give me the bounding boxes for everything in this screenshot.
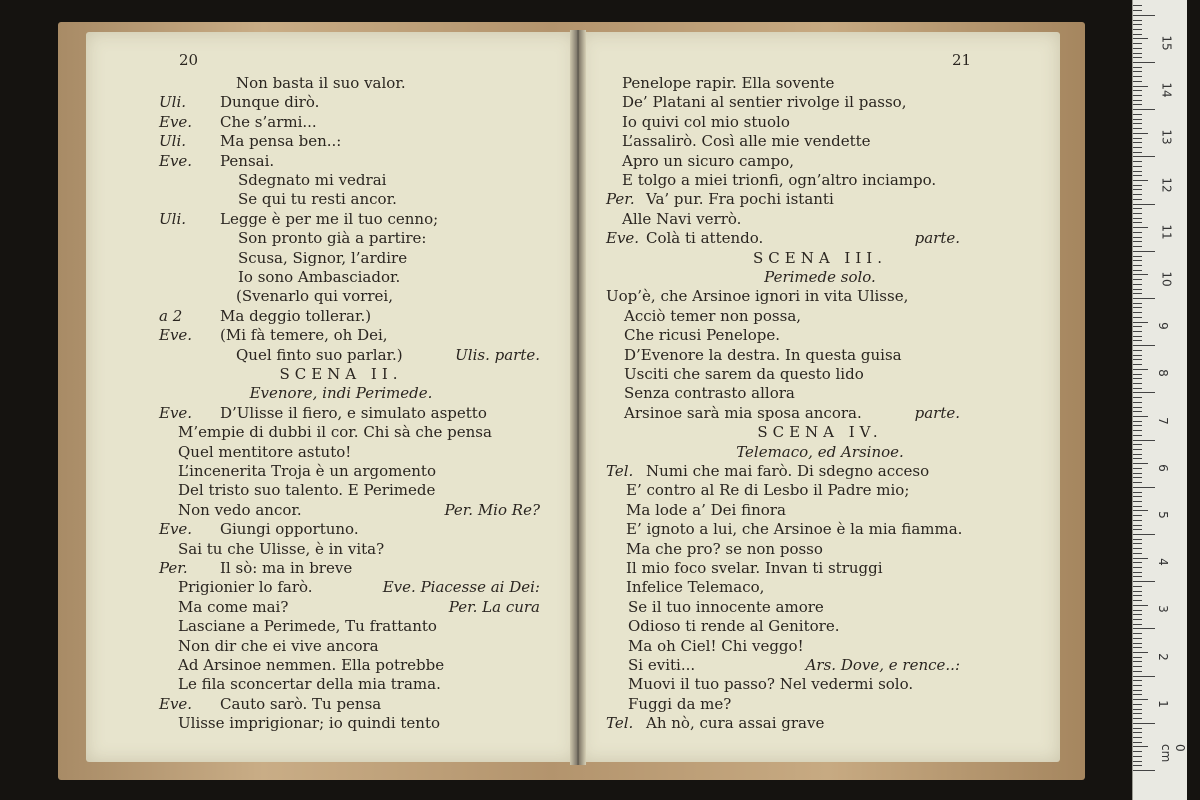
stage-cue: Ulis. parte.	[455, 345, 540, 364]
ruler-tick	[1133, 251, 1155, 252]
stage-cue: Per. La cura	[448, 597, 540, 616]
ruler-tick	[1133, 699, 1148, 700]
verse-line: Sai tu che Ulisse, è in vita?	[178, 539, 385, 558]
ruler-tick	[1133, 62, 1155, 63]
ruler-tick	[1133, 90, 1142, 91]
verse-line: Il sò: ma in breve	[220, 559, 353, 577]
ruler-label: 11	[1159, 224, 1174, 240]
verse-line: Si eviti...	[628, 656, 696, 674]
ruler-tick	[1133, 770, 1155, 771]
speaker-label: a 2	[159, 306, 183, 325]
ruler-label: 9	[1155, 322, 1170, 331]
verse-line: Scusa, Signor, l’ardire	[238, 248, 408, 267]
verse-line: Dunque dirò.	[220, 93, 320, 112]
ruler-tick	[1133, 633, 1142, 634]
verse-line: Quel finto suo parlar.)	[236, 345, 403, 364]
verse-line: M’empie di dubbi il cor. Chi sà che pensa	[178, 423, 492, 442]
ruler-tick	[1133, 543, 1142, 544]
ruler-tick	[1133, 67, 1142, 68]
ruler-tick	[1133, 425, 1142, 426]
ruler-tick	[1133, 723, 1155, 724]
ruler-tick	[1133, 189, 1142, 190]
ruler-tick	[1133, 29, 1142, 30]
ruler-tick	[1133, 624, 1142, 625]
ruler-label: 10	[1159, 271, 1174, 287]
ruler-tick	[1133, 48, 1142, 49]
verse-line: Che ricusi Penelope.	[624, 326, 780, 345]
ruler-tick	[1133, 34, 1142, 35]
ruler-tick	[1133, 506, 1142, 507]
ruler-label: 0 cm	[1159, 744, 1187, 763]
ruler-tick	[1133, 458, 1142, 459]
verse-line: Odioso ti rende al Genitore.	[628, 617, 840, 636]
ruler-tick	[1133, 525, 1142, 526]
ruler-tick	[1133, 562, 1142, 563]
speaker-label: Eve.	[159, 326, 193, 345]
ruler-tick	[1133, 392, 1155, 393]
ruler-tick	[1133, 279, 1142, 280]
speaker-label: Per.	[159, 559, 188, 577]
ruler-tick	[1133, 298, 1155, 299]
verse-line: E tolgo a miei trionfi, ogn’altro inciampo.	[622, 171, 937, 189]
ruler-tick	[1133, 515, 1142, 516]
ruler-tick	[1133, 336, 1142, 337]
page-number: 20	[179, 51, 199, 69]
ruler-tick	[1133, 86, 1148, 87]
ruler-tick	[1133, 152, 1142, 153]
speaker-label: Uli.	[159, 93, 187, 112]
verse-line: Ah nò, cura assai grave	[646, 714, 825, 733]
ruler-tick	[1133, 307, 1142, 308]
book-gutter	[570, 30, 586, 765]
ruler-tick	[1133, 581, 1155, 582]
ruler-tick	[1133, 218, 1142, 219]
ruler-label: 2	[1155, 652, 1170, 661]
verse-line: Muovi il tuo passo? Nel vedermi solo.	[628, 675, 914, 694]
ruler-tick	[1133, 694, 1142, 695]
verse-line: Ma deggio tollerar.)	[220, 306, 372, 325]
ruler-tick	[1133, 76, 1142, 77]
ruler-tick	[1133, 496, 1142, 497]
verse-line: Il mio foco svelar. Invan ti struggi	[626, 559, 883, 577]
ruler-tick	[1133, 289, 1142, 290]
verse-line: De’ Platani al sentier rivolge il passo,	[622, 93, 907, 112]
verse-line: (Svenarlo qui vorrei,	[236, 287, 393, 306]
ruler-tick	[1133, 610, 1142, 611]
ruler-tick	[1133, 374, 1142, 375]
ruler-label: 12	[1159, 176, 1174, 193]
ruler-tick	[1133, 614, 1142, 615]
ruler-label: 13	[1159, 129, 1174, 146]
ruler-tick	[1133, 227, 1148, 228]
ruler-tick	[1133, 119, 1142, 120]
ruler-tick	[1133, 175, 1142, 176]
verse-line: Ulisse imprigionar; io quindi tento	[178, 714, 441, 733]
ruler-tick	[1133, 548, 1142, 549]
ruler-tick	[1133, 477, 1142, 478]
ruler-tick	[1133, 501, 1142, 502]
ruler-tick	[1133, 95, 1142, 96]
ruler-tick	[1133, 104, 1142, 105]
right-page	[580, 32, 1060, 762]
ruler-tick	[1133, 142, 1142, 143]
speaker-label: Uli.	[159, 209, 187, 228]
stage-cue: Per. Mio Re?	[444, 500, 540, 519]
ruler-tick	[1133, 647, 1142, 648]
ruler-tick	[1133, 690, 1142, 691]
verse-line: D’Ulisse il fiero, e simulato aspetto	[220, 403, 487, 422]
ruler-tick	[1133, 15, 1155, 16]
ruler-tick	[1133, 402, 1142, 403]
ruler-tick	[1133, 657, 1142, 658]
ruler-tick	[1133, 260, 1142, 261]
speaker-label: Eve.	[159, 151, 193, 170]
speaker-label: Tel.	[606, 462, 634, 480]
stage-cue: parte.	[914, 229, 960, 248]
ruler-tick	[1133, 161, 1142, 162]
verse-line: D’Evenore la destra. In questa guisa	[624, 345, 902, 364]
verse-line: Fuggi da me?	[628, 694, 732, 713]
ruler-label: 5	[1155, 511, 1170, 519]
ruler-tick	[1133, 600, 1142, 601]
ruler-tick	[1133, 5, 1142, 6]
verse-line: Arsinoe sarà mia sposa ancora.	[624, 403, 862, 422]
ruler-label: 6	[1155, 463, 1170, 472]
ruler-tick	[1133, 761, 1142, 762]
ruler-tick	[1133, 81, 1142, 82]
ruler-tick	[1133, 355, 1142, 356]
ruler-tick	[1133, 510, 1148, 511]
ruler-tick	[1133, 638, 1142, 639]
verse-line: (Mi fà temere, oh Dei,	[220, 326, 388, 345]
verse-line: Non basta il suo valor.	[236, 74, 406, 92]
ruler-tick	[1133, 109, 1155, 110]
ruler-tick	[1133, 194, 1142, 195]
stage-cue: Eve. Piacesse ai Dei:	[382, 578, 540, 597]
speaker-label: Eve.	[606, 229, 640, 248]
page-number: 21	[952, 51, 972, 69]
ruler-tick	[1133, 539, 1142, 540]
ruler-label: 4	[1155, 558, 1170, 567]
verse-line: Del tristo suo talento. E Perimede	[178, 481, 436, 500]
ruler-tick	[1133, 350, 1142, 351]
ruler-tick	[1133, 473, 1142, 474]
ruler-tick	[1133, 595, 1142, 596]
ruler-tick	[1133, 737, 1142, 738]
ruler-tick	[1133, 100, 1142, 101]
ruler-tick	[1133, 534, 1155, 535]
ruler-tick	[1133, 180, 1148, 181]
scene-heading: SCENA II.	[279, 365, 403, 383]
ruler-tick	[1133, 388, 1142, 389]
verse-line: Ma oh Ciel! Chi veggo!	[628, 636, 804, 655]
ruler-tick	[1133, 138, 1142, 139]
ruler-tick	[1133, 237, 1142, 238]
ruler-tick	[1133, 185, 1142, 186]
verse-line: Io quivi col mio stuolo	[622, 112, 790, 131]
ruler-tick	[1133, 709, 1142, 710]
ruler-tick	[1133, 468, 1142, 469]
verse-line: Che s’armi...	[220, 112, 317, 131]
ruler-tick	[1133, 232, 1142, 233]
verse-line: Alle Navi verrò.	[622, 209, 742, 228]
verse-line: Colà ti attendo.	[646, 229, 764, 248]
ruler-tick	[1133, 369, 1148, 370]
verse-line: Ma che pro? se non posso	[626, 539, 823, 558]
ruler-tick	[1133, 765, 1142, 766]
ruler-label: 14	[1159, 82, 1174, 98]
verse-line: Usciti che sarem da questo lido	[624, 365, 864, 383]
ruler-tick	[1133, 322, 1148, 323]
ruler-tick	[1133, 751, 1142, 752]
verse-line: Se il tuo innocente amore	[628, 597, 824, 616]
ruler-tick	[1133, 652, 1148, 653]
verse-line: Ma pensa ben..:	[220, 132, 342, 151]
ruler-tick	[1133, 685, 1142, 686]
ruler-tick	[1133, 364, 1142, 365]
ruler-tick	[1133, 270, 1142, 271]
ruler-tick	[1133, 520, 1142, 521]
ruler-tick	[1133, 619, 1142, 620]
ruler-tick	[1133, 558, 1148, 559]
ruler-tick	[1133, 123, 1142, 124]
verse-line: Pensai.	[220, 151, 275, 170]
speaker-label: Tel.	[606, 714, 634, 733]
ruler-tick	[1133, 312, 1142, 313]
ruler-tick	[1133, 20, 1142, 21]
ruler-tick	[1133, 482, 1142, 483]
scene-subtitle: Perimede solo.	[764, 268, 876, 286]
scene-subtitle: Telemaco, ed Arsinoe.	[736, 442, 904, 461]
ruler-tick	[1133, 213, 1142, 214]
speaker-label: Per.	[606, 190, 635, 209]
ruler-tick	[1133, 43, 1142, 44]
verse-line: Ma come mai?	[178, 597, 289, 616]
ruler-tick	[1133, 199, 1142, 200]
ruler-tick	[1133, 576, 1142, 577]
ruler-tick	[1133, 572, 1142, 573]
ruler-tick	[1133, 114, 1142, 115]
ruler-tick	[1133, 411, 1142, 412]
ruler-tick	[1133, 284, 1142, 285]
verse-line: Acciò temer non possa,	[624, 306, 802, 325]
ruler-tick	[1133, 718, 1142, 719]
ruler-tick	[1133, 265, 1142, 266]
speaker-label: Eve.	[159, 694, 193, 713]
ruler-tick	[1133, 628, 1155, 629]
ruler-tick	[1133, 317, 1142, 318]
ruler-tick	[1133, 359, 1142, 360]
ruler-tick	[1133, 756, 1142, 757]
verse-line: Le fila sconcertar della mia trama.	[178, 675, 441, 694]
verse-line: E’ ignoto a lui, che Arsinoe è la mia fiamma.	[626, 520, 963, 539]
ruler-tick	[1133, 742, 1142, 743]
ruler-tick	[1133, 246, 1142, 247]
verse-line: Va’ pur. Fra pochi istanti	[646, 190, 834, 209]
ruler-tick	[1133, 171, 1142, 172]
ruler-tick	[1133, 416, 1148, 417]
ruler-tick	[1133, 567, 1142, 568]
verse-line: Giungi opportuno.	[220, 520, 359, 539]
ruler-tick	[1133, 680, 1142, 681]
ruler-tick	[1133, 421, 1142, 422]
speaker-label: Eve.	[159, 403, 193, 422]
ruler-tick	[1133, 38, 1148, 39]
verse-line: Non vedo ancor.	[178, 500, 302, 519]
ruler-tick	[1133, 643, 1142, 644]
scene-subtitle: Evenore, indi Perimede.	[249, 384, 433, 403]
ruler-tick	[1133, 586, 1142, 587]
ruler-tick	[1133, 293, 1142, 294]
verse-line: Son pronto già a partire:	[238, 229, 427, 248]
ruler-tick	[1133, 407, 1142, 408]
ruler-tick	[1133, 713, 1142, 714]
verse-line: Prigionier lo farò.	[178, 578, 313, 597]
ruler-label: 1	[1155, 699, 1170, 708]
ruler-label: 8	[1155, 369, 1170, 378]
ruler-tick	[1133, 492, 1142, 493]
ruler-tick	[1133, 463, 1148, 464]
verse-line: Infelice Telemaco,	[626, 578, 765, 597]
verse-line: Quel mentitore astuto!	[178, 442, 352, 461]
ruler-tick	[1133, 728, 1142, 729]
ruler-tick	[1133, 444, 1142, 445]
ruler-tick	[1133, 326, 1142, 327]
verse-line: Numi che mai farò. Di sdegno acceso	[646, 462, 930, 480]
ruler-tick	[1133, 397, 1142, 398]
verse-line: Legge è per me il tuo cenno;	[220, 209, 439, 228]
ruler-tick	[1133, 454, 1142, 455]
left-page	[86, 32, 576, 762]
ruler-tick	[1133, 383, 1142, 384]
ruler-tick	[1133, 256, 1142, 257]
stage-cue: Ars. Dove, e rence..:	[805, 656, 960, 674]
ruler-tick	[1133, 71, 1142, 72]
ruler-tick	[1133, 156, 1155, 157]
ruler-tick	[1133, 57, 1142, 58]
ruler-tick	[1133, 529, 1142, 530]
ruler-tick	[1133, 147, 1142, 148]
ruler-tick	[1133, 128, 1142, 129]
verse-line: Se qui tu resti ancor.	[238, 190, 397, 209]
ruler-tick	[1133, 676, 1155, 677]
ruler-tick	[1133, 671, 1142, 672]
verse-line: Uop’è, che Arsinoe ignori in vita Ulisse,	[606, 287, 909, 306]
verse-line: Ad Arsinoe nemmen. Ella potrebbe	[178, 656, 445, 674]
speaker-label: Uli.	[159, 132, 187, 151]
ruler-tick	[1133, 440, 1155, 441]
verse-line: L’assalirò. Così alle mie vendette	[622, 132, 871, 151]
ruler-tick	[1133, 378, 1142, 379]
ruler-tick	[1133, 704, 1142, 705]
ruler-tick	[1133, 166, 1142, 167]
verse-line: Senza contrasto allora	[624, 384, 795, 403]
ruler-tick	[1133, 331, 1142, 332]
ruler-tick	[1133, 204, 1155, 205]
ruler-tick	[1133, 553, 1142, 554]
ruler-tick	[1133, 345, 1155, 346]
ruler-tick	[1133, 591, 1142, 592]
scene-heading: SCENA IV.	[757, 423, 883, 442]
verse-line: Penelope rapir. Ella sovente	[622, 74, 835, 92]
scene-heading: SCENA III.	[753, 248, 887, 267]
verse-line: E’ contro al Re di Lesbo il Padre mio;	[626, 481, 910, 500]
verse-line: L’incenerita Troja è un argomento	[178, 462, 436, 480]
stage-cue: parte.	[914, 403, 960, 422]
speaker-label: Eve.	[159, 112, 193, 131]
ruler-tick	[1133, 487, 1155, 488]
verse-line: Io sono Ambasciador.	[238, 268, 401, 286]
ruler-tick	[1133, 53, 1142, 54]
verse-line: Sdegnato mi vedrai	[238, 171, 387, 189]
verse-line: Ma lode a’ Dei finora	[626, 500, 786, 519]
ruler-tick	[1133, 340, 1142, 341]
ruler-label: 3	[1155, 605, 1170, 614]
ruler-tick	[1133, 430, 1142, 431]
ruler-tick	[1133, 303, 1142, 304]
ruler-label: 7	[1155, 416, 1170, 425]
ruler-label: 15	[1159, 35, 1174, 51]
verse-line: Apro un sicuro campo,	[622, 151, 794, 170]
ruler-tick	[1133, 746, 1148, 747]
ruler-tick	[1133, 24, 1142, 25]
ruler-tick	[1133, 208, 1142, 209]
verse-line: Lasciane a Perimede, Tu frattanto	[178, 617, 437, 636]
ruler-tick	[1133, 10, 1142, 11]
ruler-tick	[1133, 732, 1142, 733]
ruler-tick	[1133, 661, 1142, 662]
ruler-tick	[1133, 666, 1142, 667]
ruler-tick	[1133, 222, 1142, 223]
ruler-tick	[1133, 449, 1142, 450]
verse-line: Cauto sarò. Tu pensa	[220, 694, 382, 713]
measuring-ruler	[1132, 0, 1187, 800]
speaker-label: Eve.	[159, 520, 193, 539]
verse-line: Non dir che ei vive ancora	[178, 636, 379, 655]
ruler-tick	[1133, 274, 1148, 275]
ruler-tick	[1133, 605, 1148, 606]
ruler-tick	[1133, 435, 1142, 436]
ruler-tick	[1133, 133, 1148, 134]
ruler-tick	[1133, 241, 1142, 242]
